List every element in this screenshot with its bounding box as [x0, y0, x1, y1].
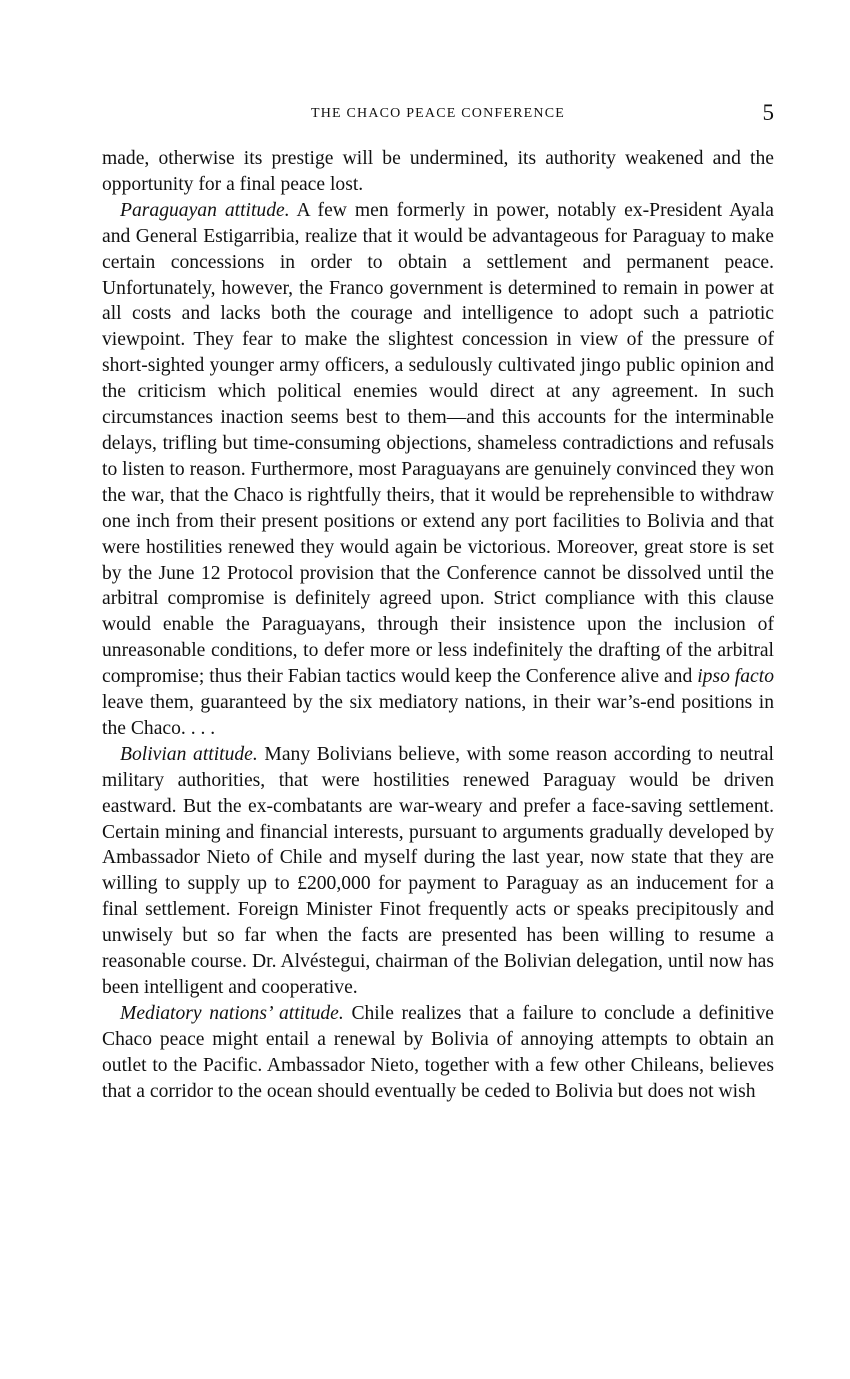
paragraph-text: Chile realizes that a failure to conclude a definitive Chaco peace might entail a renewal by Bolivia of annoying attempts to obtain an outlet to the Pacific. Ambassador Nieto, together with a few other Chileans, believes that a corridor to the ocean should eventually be ceded to Bolivia but does not wish	[102, 1002, 774, 1102]
running-title: THE CHACO PEACE CONFERENCE	[310, 106, 566, 121]
section-heading: Mediatory nations’ attitude.	[120, 1002, 344, 1024]
paragraph-mediatory-attitude	[102, 1001, 774, 1105]
paragraph-text: Many Bolivians believe, with some reason according to neutral military authorities, that were hostilities renewed Paraguay would be driven eastward. But the ex-combatants are war-weary and prefer a face-saving settlement. Certain mining and financial interests, pursuant to arguments gradually developed by Ambassador Nieto of Chile and myself during the last year, now state that they are willing to supply up to £200,000 for payment to Paraguay as an inducement for a final settlement. Foreign Minister Finot frequently acts or speaks precipitously and unwisely but so far when the facts are presented has been willing to resume a reasonable course. Dr. Alvéstegui, chairman of the Bolivian delegation, until now has been intelligent and cooperative.	[102, 743, 774, 998]
paragraph-continuation	[102, 146, 774, 198]
running-header	[102, 100, 774, 128]
italic-phrase: ipso facto	[697, 666, 774, 688]
section-heading: Bolivian attitude.	[120, 743, 258, 765]
body-text	[102, 146, 774, 1105]
paragraph-text: leave them, guaranteed by the six mediatory nations, in their war’s-end positions in the Chaco. . . .	[102, 692, 774, 739]
paragraph-text: A few men formerly in power, notably ex-President Ayala and General Estigarribia, realize that it would be advantageous for Paraguay to make certain concessions in order to obtain a settlement and permanent peace. Unfortunately, however, the Franco government is determined to remain in power at all costs and lacks both the courage and intelligence to adopt such a patriotic viewpoint. They fear to make the slightest concession in view of the pressure of short-sighted younger army officers, a sedulously cultivated jingo public opinion and the criticism which political enemies would direct at any agreement. In such circumstances inaction seems best to them—and this accounts for the interminable delays, trifling but time-consuming objections, shameless contradictions and refusals to listen to reason. Furthermore, most Paraguayans are genuinely convinced they won the war, that the Chaco is rightfully theirs, that it would be reprehensible to withdraw one inch from their present positions or extend any port facilities to Bolivia and that were hostilities renewed they would again be victorious. Moreover, great store is set by the June 12 Protocol provision that the Conference cannot be dissolved until the arbitral compromise is definitely agreed upon. Strict compliance with this clause would enable the Paraguayans, through their insistence upon the inclusion of unreasonable conditions, to defer more or less indefinitely the drafting of the arbitral compromise; thus their Fabian tactics would keep the Conference alive and	[102, 199, 774, 688]
paragraph-paraguayan-attitude	[102, 198, 774, 742]
page-number: 5	[762, 100, 774, 125]
paragraph-text: made, otherwise its prestige will be undermined, its authority weakened and the opportunity for a final peace lost.	[102, 148, 774, 195]
section-heading: Paraguayan attitude.	[120, 199, 290, 221]
paragraph-bolivian-attitude	[102, 742, 774, 1001]
